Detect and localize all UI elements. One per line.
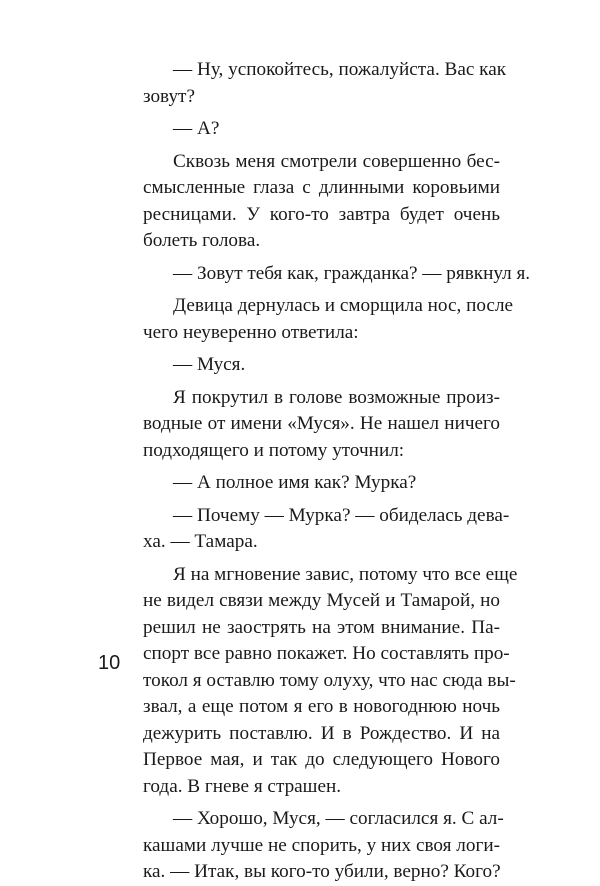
text-line: ха. — Тамара.: [143, 531, 258, 552]
text-line: подходящего и потому уточнил:: [143, 439, 405, 461]
text-line: — Почему — Мурка? — обиделась дева-: [173, 504, 510, 526]
text-line: чего неуверенно ответила:: [143, 321, 359, 343]
text-line: года. В гневе я страшен.: [143, 775, 342, 797]
text-line: водные от имени «Муся». Не нашел ничего: [143, 413, 500, 434]
text-line: Сквозь меня смотрели совершенно бес-: [173, 150, 500, 172]
text-line: не видел связи между Мусей и Тамарой, но: [143, 590, 500, 611]
text-line: — Зовут тебя как, гражданка? — рявкнул я.: [173, 262, 531, 284]
text-line: звал, а еще потом я его в новогоднюю ночь: [143, 696, 500, 717]
text-line: смысленные глаза с длинными коровьими: [143, 177, 500, 198]
text-line: — Хорошо, Муся, — согласился я. С ал-: [173, 808, 504, 829]
text-line: кашами лучше не спорить, у них своя логи-: [143, 834, 500, 856]
text-line: — Ну, успокойтесь, пожалуйста. Вас как: [173, 59, 507, 80]
text-line: спорт все равно покажет. Но составлять про-: [143, 643, 510, 664]
text-line: ка. — Итак, вы кого-то убили, верно? Кого?: [143, 861, 501, 882]
text-line: — А?: [173, 118, 220, 139]
text-line: токол я оставлю тому олуху, что нас сюда вы-: [143, 669, 516, 691]
text-line: болеть голова.: [143, 230, 261, 251]
text-line: зовут?: [143, 85, 195, 107]
text-line: ресницами. У кого-то завтра будет очень: [143, 203, 500, 225]
text-line: — А полное имя как? Мурка?: [173, 472, 417, 493]
text-line: — Муся.: [173, 354, 246, 375]
page-number: 10: [98, 652, 121, 674]
text-line: Девица дернулась и сморщила нос, после: [173, 295, 514, 316]
text-line: дежурить поставлю. И в Рождество. И на: [143, 722, 500, 744]
body-text: [143, 57, 531, 886]
text-line: Первое мая, и так до следующего Нового: [143, 749, 500, 770]
text-line: Я покрутил в голове возможные произ-: [173, 386, 500, 408]
text-line: решил не заострять на этом внимание. Па-: [143, 616, 500, 638]
text-line: Я на мгновение завис, потому что все еще: [173, 563, 518, 585]
